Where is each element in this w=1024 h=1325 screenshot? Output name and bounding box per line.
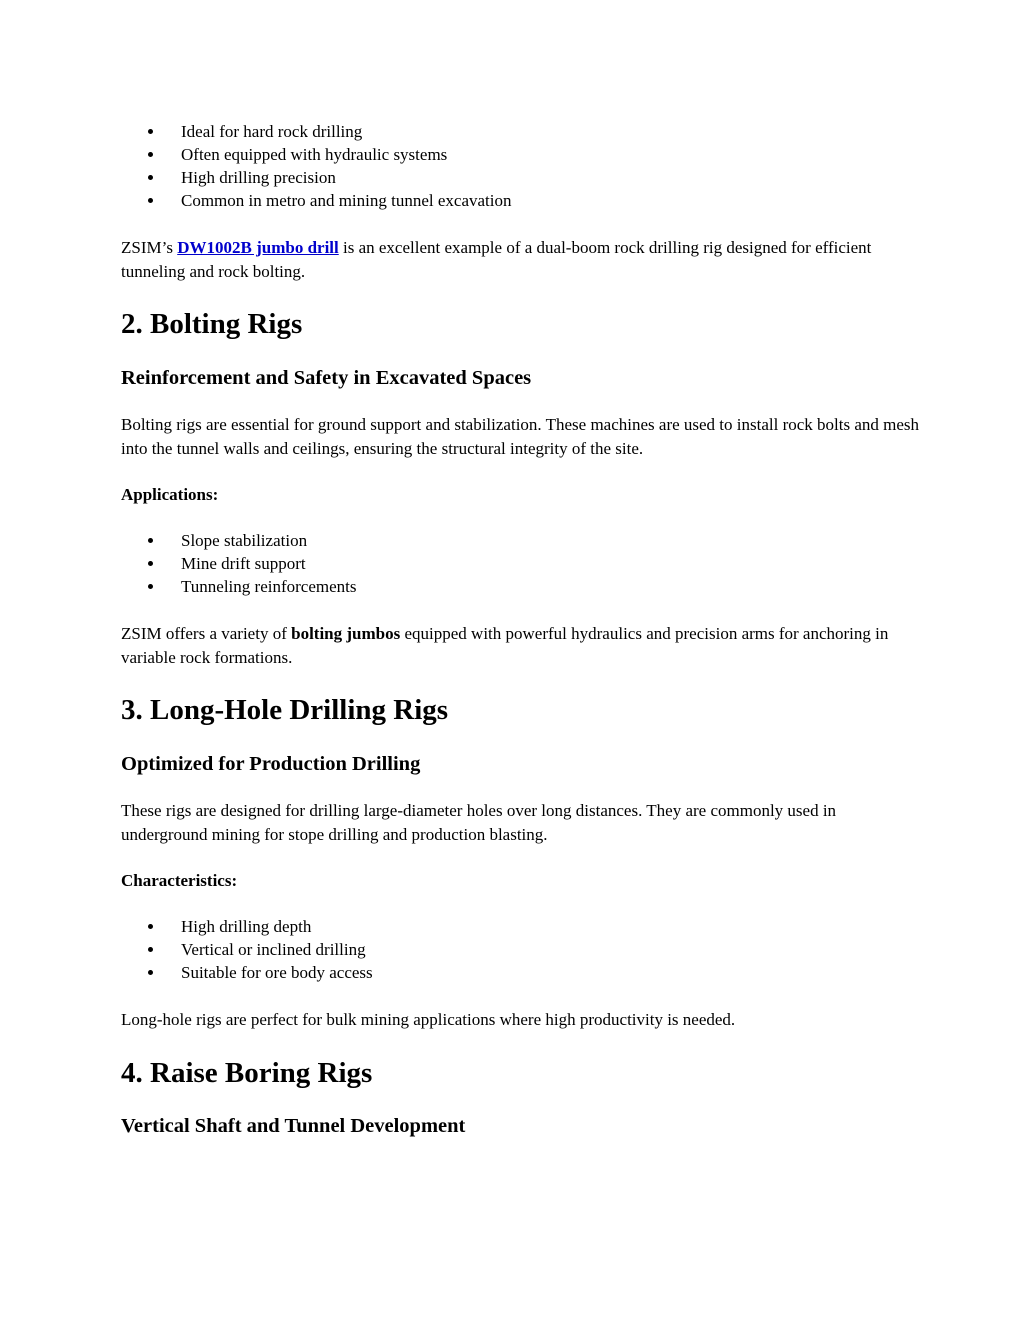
list-item: Slope stabilization xyxy=(121,529,921,552)
list-item: Often equipped with hydraulic systems xyxy=(121,143,921,166)
zsim-example-paragraph: ZSIM’s DW1002B jumbo drill is an excellent example of a dual-boom rock drilling rig designed for efficient tunneling and rock bolting. xyxy=(121,238,872,281)
bullet-icon xyxy=(148,947,153,952)
bullet-icon xyxy=(148,198,153,203)
list-item: Ideal for hard rock drilling xyxy=(121,120,921,143)
applications-label: Applications: xyxy=(121,485,219,504)
bullet-icon xyxy=(148,538,153,543)
list-item: Suitable for ore body access xyxy=(121,961,921,984)
list-item: Common in metro and mining tunnel excavation xyxy=(121,189,921,212)
top-bullet-list xyxy=(121,120,921,212)
applications-list xyxy=(121,529,921,598)
section-heading-bolting-rigs: 2. Bolting Rigs xyxy=(121,308,303,340)
bolting-intro-paragraph: Bolting rigs are essential for ground support and stabilization. These machines are used to install rock bolts and mesh into the tunnel walls and ceilings, ensuring the structural integrity of the site. xyxy=(121,415,920,458)
bolting-closing-paragraph: ZSIM offers a variety of bolting jumbos equipped with powerful hydraulics and precision arms for anchoring in variable rock formations. xyxy=(121,624,889,667)
bullet-icon xyxy=(148,129,153,134)
long-hole-intro-paragraph: These rigs are designed for drilling large-diameter holes over long distances. They are commonly used in underground mining for stope drilling and production blasting. xyxy=(121,801,837,844)
characteristics-label: Characteristics: xyxy=(121,871,238,890)
list-item: High drilling depth xyxy=(121,915,921,938)
long-hole-closing-paragraph: Long-hole rigs are perfect for bulk mining applications where high productivity is needed. xyxy=(121,1010,736,1029)
bullet-icon xyxy=(148,584,153,589)
subheading-vertical-shaft: Vertical Shaft and Tunnel Development xyxy=(121,1115,466,1137)
characteristics-list xyxy=(121,915,921,984)
section-heading-raise-boring-rigs: 4. Raise Boring Rigs xyxy=(121,1057,373,1089)
bullet-icon xyxy=(148,924,153,929)
subheading-production-drilling: Optimized for Production Drilling xyxy=(121,753,421,775)
list-item: Tunneling reinforcements xyxy=(121,575,921,598)
bullet-icon xyxy=(148,152,153,157)
list-item: Mine drift support xyxy=(121,552,921,575)
bullet-icon xyxy=(148,561,153,566)
bullet-icon xyxy=(148,175,153,180)
bullet-icon xyxy=(148,970,153,975)
list-item: High drilling precision xyxy=(121,166,921,189)
section-heading-long-hole-rigs: 3. Long-Hole Drilling Rigs xyxy=(121,694,449,726)
dw1002b-jumbo-drill-link[interactable]: DW1002B jumbo drill xyxy=(177,238,339,257)
list-item: Vertical or inclined drilling xyxy=(121,938,921,961)
subheading-reinforcement-safety: Reinforcement and Safety in Excavated Spaces xyxy=(121,367,532,389)
